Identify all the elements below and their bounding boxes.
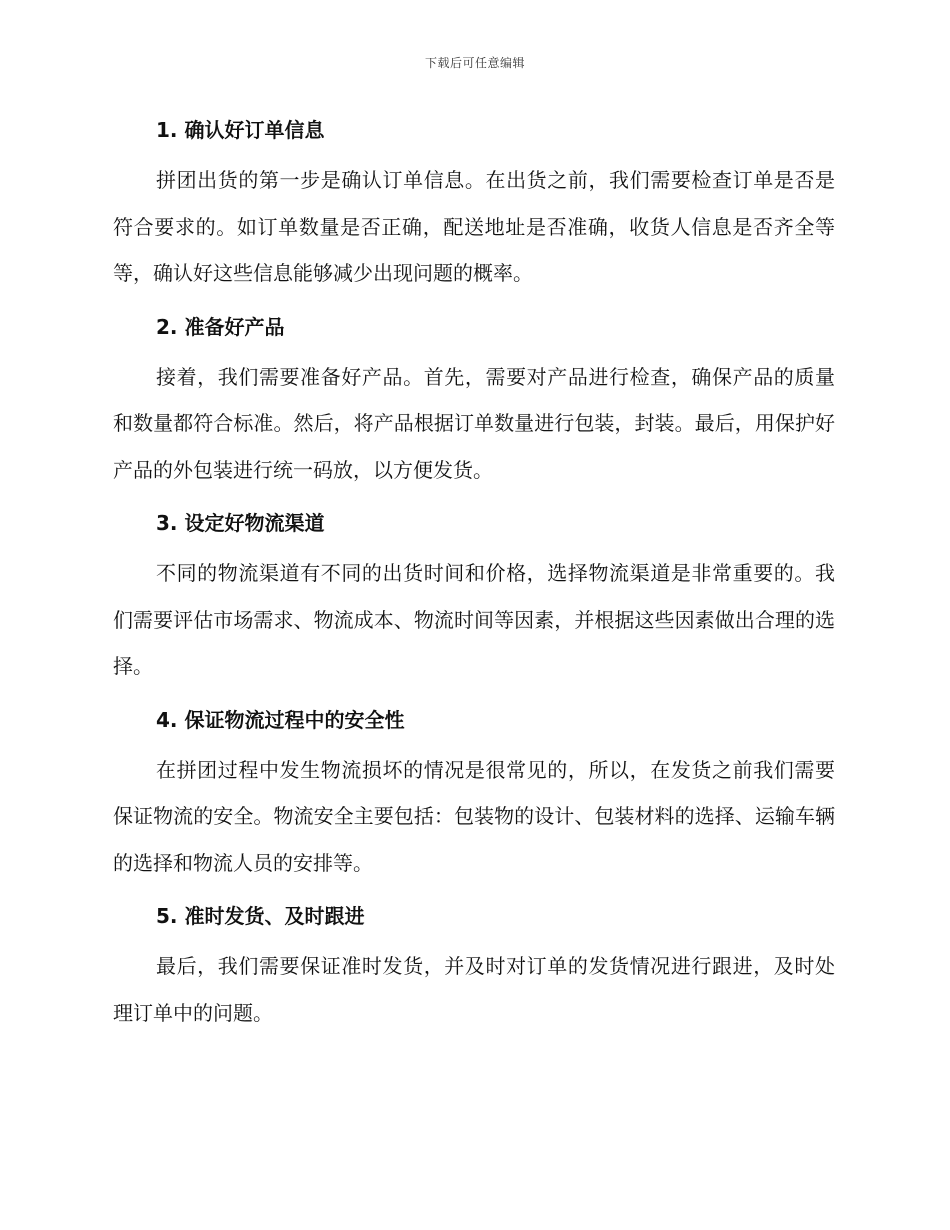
section-2 xyxy=(113,309,835,494)
section-heading: 5. 准时发货、及时跟进 xyxy=(156,904,365,928)
section-heading: 3. 设定好物流渠道 xyxy=(156,511,325,535)
section-heading: 2. 准备好产品 xyxy=(156,314,285,339)
section-paragraph: 接着，我们需要准备好产品。首先，需要对产品进行检查，确保产品的质量和数量都符合标准。然后，将产品根据订单数量进行包装，封装。最后，用保护好产品的外包装进行统一码放，以方便发货。 xyxy=(113,364,835,482)
section-heading: 1. 确认好订单信息 xyxy=(156,118,325,142)
header-note: 下载后可任意编辑 xyxy=(424,56,525,70)
section-1 xyxy=(113,112,835,297)
section-paragraph: 最后，我们需要保证准时发货，并及时对订单的发货情况进行跟进，及时处理订单中的问题。 xyxy=(113,954,835,1025)
section-5 xyxy=(113,898,835,1036)
section-paragraph: 在拼团过程中发生物流损坏的情况是很常见的，所以，在发货之前我们需要保证物流的安全。物流安全主要包括：包装物的设计、包装材料的选择、运输车辆的选择和物流人员的安排等。 xyxy=(113,757,835,875)
section-paragraph: 不同的物流渠道有不同的出货时间和价格，选择物流渠道是非常重要的。我们需要评估市场需求、物流成本、物流时间等因素，并根据这些因素做出合理的选择。 xyxy=(113,561,835,678)
section-4 xyxy=(113,702,835,887)
section-paragraph: 拼团出货的第一步是确认订单信息。在出货之前，我们需要检查订单是否是符合要求的。如订单数量是否正确，配送地址是否准确，收货人信息是否齐全等等，确认好这些信息能够减少出现问题的概率。 xyxy=(113,168,835,285)
section-3 xyxy=(113,505,835,690)
document-body xyxy=(113,112,835,1048)
section-heading: 4. 保证物流过程中的安全性 xyxy=(156,707,405,732)
